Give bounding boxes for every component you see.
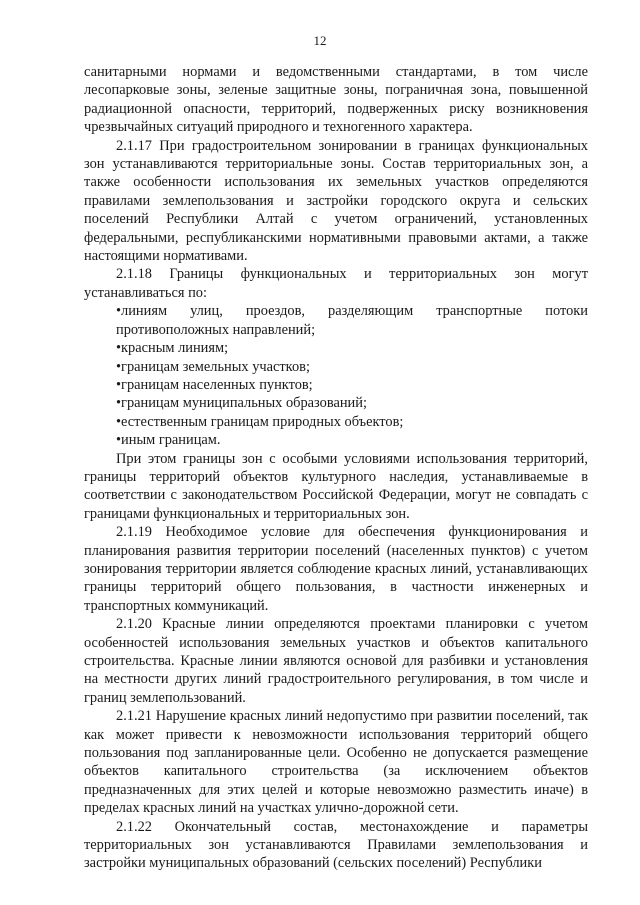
list-item-street-lines: •линиям улиц, проездов, разделяющим транспортные потоки противоположных направлений; xyxy=(116,303,588,338)
list-item-municipalities: •границам муниципальных образований; xyxy=(116,395,367,412)
list-item-other-borders: •иным границам. xyxy=(116,432,221,449)
page-number: 12 xyxy=(313,33,327,48)
paragraph-2-1-21: 2.1.21 Нарушение красных линий недопустимо при развитии поселений, так как может привести к невозможности использования территорий общего пользования под запланированные цели. Особенно не допускается размещение объектов капитального строительства (за исключением объектов предназначенных для этих целей и которые невозможно разместить иначе) в пределах красных линий на участках улично-дорожной сети. xyxy=(84,708,588,817)
list-item-red-lines: •красным линиям; xyxy=(116,340,229,357)
paragraph-2-1-20: 2.1.20 Красные линии определяются проектами планировки с учетом особенностей использования земельных участков и объектов капитального строительства. Красные линии являются основой для разбивки и установления на местности других линий градостроительного регулирования, в том числе и границ землепользований. xyxy=(84,616,588,706)
paragraph-special-zones: При этом границы зон с особыми условиями использования территорий, границы территорий объектов культурного наследия, устанавливаемые в соответствии с законодательством Российской Федерации, могут не совпадать с границами функциональных и территориальных зон. xyxy=(84,450,588,522)
list-item-settlements: •границам населенных пунктов; xyxy=(116,376,313,393)
paragraph-2-1-19: 2.1.19 Необходимое условие для обеспечения функционирования и планирования развития территории поселений (населенных пунктов) с учетом зонирования территории является соблюдение красных линий, устанавливающих границы территорий общего пользования, в частности инженерных и транспортных коммуникаций. xyxy=(84,524,588,614)
list-item-land-plots: •границам земельных участков; xyxy=(116,358,310,375)
paragraph-2-1-18: 2.1.18 Границы функциональных и территориальных зон могут устанавливаться по: xyxy=(84,266,588,301)
list-item-natural-objects: •естественным границам природных объектов; xyxy=(116,413,404,430)
paragraph-continuation: санитарными нормами и ведомственными стандартами, в том числе лесопарковые зоны, зеленые защитные зоны, пограничная зона, повышенной радиационной опасности, территорий, подверженных риску возникновения чрезвычайных ситуаций природного и техногенного характера. xyxy=(84,64,588,136)
paragraph-2-1-17: 2.1.17 При градостроительном зонировании в границах функциональных зон устанавливаются территориальные зоны. Состав территориальных зон, а также особенности использования их земельных участков определяются правилами землепользования и застройки городского округа и сельских поселений Республики Алтай с учетом ограничений, установленных федеральными, республиканскими нормативными правовыми актами, а также настоящими нормативами. xyxy=(84,137,588,265)
paragraph-2-1-22: 2.1.22 Окончательный состав, местонахождение и параметры территориальных зон устанавливаются Правилами землепользования и застройки муниципальных образований (сельских поселений) Республики xyxy=(84,818,588,872)
document-body xyxy=(84,63,588,873)
